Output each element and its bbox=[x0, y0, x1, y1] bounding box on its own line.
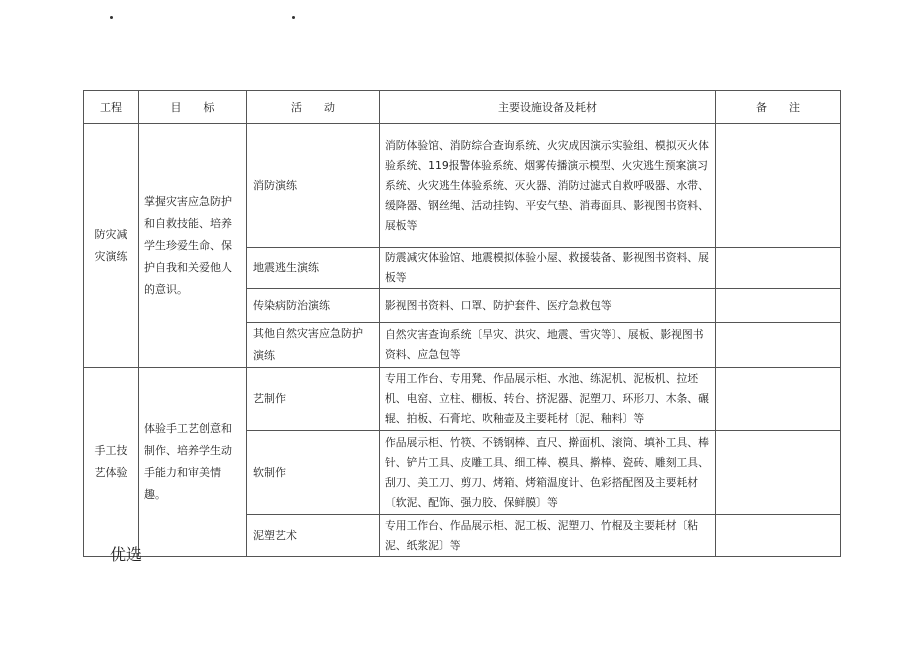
dot-mark-left bbox=[110, 16, 113, 19]
note-cell bbox=[716, 368, 841, 431]
table-header-row bbox=[84, 91, 841, 124]
dot-mark-right bbox=[292, 16, 295, 19]
header-project: 工程 bbox=[84, 91, 139, 124]
note-cell bbox=[716, 515, 841, 557]
table-row bbox=[84, 124, 841, 248]
project-cell: 防灾减灾演练 bbox=[84, 124, 139, 368]
activity-cell: 地震逃生演练 bbox=[247, 248, 380, 289]
activity-cell: 消防演练 bbox=[247, 124, 380, 248]
note-cell bbox=[716, 431, 841, 515]
project-cell: 手工技艺体验 bbox=[84, 368, 139, 557]
header-note: 备 注 bbox=[716, 91, 841, 124]
goal-cell: 体验手工艺创意和制作、培养学生动手能力和审美情趣。 bbox=[139, 368, 247, 557]
activity-cell: 艺制作 bbox=[247, 368, 380, 431]
activity-cell: 其他自然灾害应急防护演练 bbox=[247, 323, 380, 368]
table-row bbox=[84, 368, 841, 431]
equipment-table bbox=[83, 90, 841, 557]
activity-cell: 泥塑艺术 bbox=[247, 515, 380, 557]
note-cell bbox=[716, 248, 841, 289]
header-activity: 活 动 bbox=[247, 91, 380, 124]
goal-cell: 掌握灾害应急防护和自救技能、培养学生珍爱生命、保护自我和关爱他人的意识。 bbox=[139, 124, 247, 368]
equipment-cell: 消防体验馆、消防综合查询系统、火灾成因演示实验组、模拟灭火体验系统、119报警体验系统、烟雾传播演示模型、火灾逃生预案演习系统、火灾逃生体验系统、灭火器、消防过滤式自救呼吸器、水带、缓降器、钢丝绳、活动挂钩、平安气垫、消毒面具、影视图书资料、展板等 bbox=[380, 124, 716, 248]
header-equipment: 主要设施设备及耗材 bbox=[380, 91, 716, 124]
activity-cell: 传染病防治演练 bbox=[247, 289, 380, 323]
note-cell bbox=[716, 124, 841, 248]
equipment-cell: 专用工作台、专用凳、作品展示柜、水池、练泥机、泥板机、拉坯机、电窑、立柱、棚板、转台、挤泥器、泥塑刀、环形刀、木条、碾辊、拍板、石膏坨、吹釉壶及主要耗材〔泥、釉料〕等 bbox=[380, 368, 716, 431]
equipment-cell: 防震减灾体验馆、地震模拟体验小屋、救援装备、影视图书资料、展板等 bbox=[380, 248, 716, 289]
equipment-cell: 专用工作台、作品展示柜、泥工板、泥塑刀、竹棍及主要耗材〔粘泥、纸浆泥〕等 bbox=[380, 515, 716, 557]
equipment-cell: 自然灾害查询系统〔旱灾、洪灾、地震、雪灾等〕、展板、影视图书资料、应急包等 bbox=[380, 323, 716, 368]
footer-label: 优选 bbox=[110, 545, 143, 564]
equipment-cell: 作品展示柜、竹筷、不锈钢棒、直尺、擀面机、滚筒、填补工具、棒针、铲片工具、皮雕工具、细工棒、模具、擀棒、瓷砖、雕刻工具、刮刀、美工刀、剪刀、烤箱、烤箱温度计、色彩搭配图及主要耗材〔软泥、配饰、强力胶、保鲜膜〕等 bbox=[380, 431, 716, 515]
note-cell bbox=[716, 289, 841, 323]
header-goal: 目 标 bbox=[139, 91, 247, 124]
activity-cell: 软制作 bbox=[247, 431, 380, 515]
note-cell bbox=[716, 323, 841, 368]
equipment-cell: 影视图书资料、口罩、防护套件、医疗急救包等 bbox=[380, 289, 716, 323]
